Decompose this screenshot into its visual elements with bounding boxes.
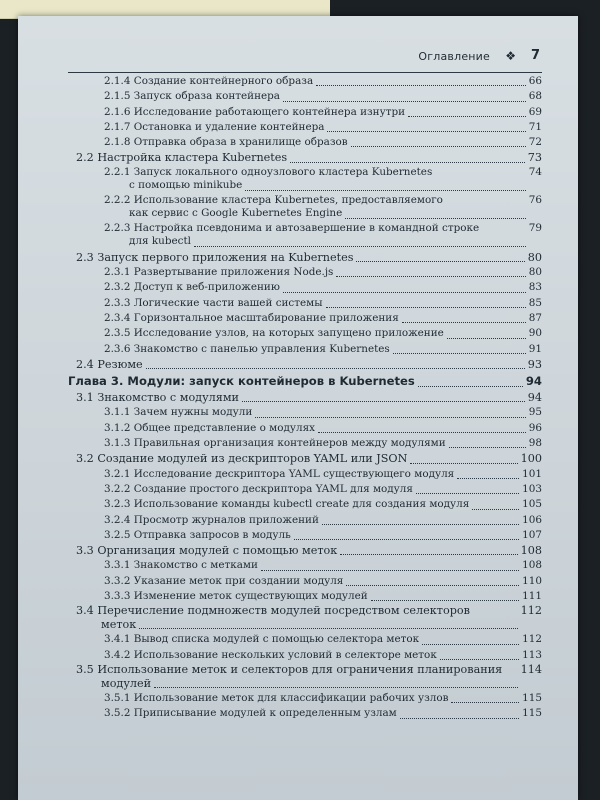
toc-section-entry [18,390,578,405]
toc-dot-leader [154,687,518,688]
toc-entry-title: 3.4.2 Использование нескольких условий в селекторе меток [104,648,437,661]
toc-subsection-entry [18,558,578,573]
toc-dot-leader [451,702,519,703]
toc-section-entry [18,150,578,165]
toc-entry-page: 94 [525,374,542,389]
toc-entry-page: 95 [528,406,542,419]
toc-subsection-entry [18,135,578,150]
toc-entry-page: 100 [520,452,542,466]
toc-subsection-entry [18,513,578,528]
toc-dot-leader [316,85,526,86]
toc-dot-leader [371,600,519,601]
toc-entry-title: 2.3.4 Горизонтальное масштабирование приложения [104,311,399,324]
toc-dot-leader [326,307,526,308]
table-of-contents [18,74,578,722]
toc-dot-leader [449,447,526,448]
toc-dot-leader [440,659,519,660]
toc-dot-leader [322,524,519,525]
toc-dot-leader [294,539,519,540]
toc-entry-page: 73 [527,151,542,165]
toc-entry-title: 2.1.6 Исследование работающего контейнера изнутри [104,105,406,118]
toc-subsection-entry [18,706,578,721]
toc-entry-title: 3.2.2 Создание простого дескриптора YAML для модуля [104,482,413,495]
toc-dot-leader [447,338,526,339]
toc-entry-title: 3.1.3 Правильная организация контейнеров между модулями [104,437,446,450]
toc-entry-page: 90 [528,327,542,340]
toc-entry-page: 103 [522,482,542,495]
toc-entry-page: 111 [522,590,542,603]
toc-subsection-entry [18,528,578,543]
toc-section-entry [18,451,578,466]
toc-entry-page: 112 [522,633,542,646]
toc-entry-page: 98 [528,437,542,450]
toc-section-entry [18,604,578,632]
toc-dot-leader [410,463,517,464]
toc-subsection-entry [18,265,578,280]
toc-entry-title: 3.4 Перечисление подмножеств модулей посредством селекторов меток [76,604,470,631]
toc-subsection-entry [18,166,578,194]
toc-chapter-entry [18,372,578,390]
toc-entry-title: 2.3.2 Доступ к веб-приложению [104,281,280,294]
toc-entry-page: 68 [528,90,542,103]
toc-dot-leader [283,101,526,102]
toc-entry-page: 76 [528,193,542,206]
toc-entry-title: 2.3 Запуск первого приложения на Kubernetes [76,250,354,264]
toc-dot-leader [242,401,525,402]
toc-dot-leader [393,353,526,354]
toc-entry-title: 3.2.4 Просмотр журналов приложений [104,513,319,526]
toc-entry-page: 94 [527,391,542,405]
toc-entry-page: 91 [528,342,542,355]
toc-entry-page: 112 [520,604,542,618]
toc-entry-title: 2.2.1 Запуск локального одноузлового кластера Kubernetes с помощью minikube [104,165,433,192]
toc-entry-page: 107 [522,528,542,541]
toc-subsection-entry [18,280,578,295]
toc-subsection-entry [18,120,578,135]
toc-dot-leader [472,509,519,510]
toc-entry-title: 2.3.1 Развертывание приложения Node.js [104,266,334,279]
toc-entry-title: 3.3.1 Знакомство с метками [104,559,258,572]
toc-entry-title: 3.2.1 Исследование дескриптора YAML существующего модуля [104,467,455,480]
toc-entry-title: 3.3.3 Изменение меток существующих модулей [104,590,368,603]
toc-dot-leader [318,432,526,433]
toc-dot-leader [340,554,517,555]
toc-dot-leader [245,190,525,191]
toc-dot-leader [336,276,525,277]
toc-entry-title: 2.1.8 Отправка образа в хранилище образов [104,136,348,149]
toc-subsection-entry [18,342,578,357]
toc-section-entry [18,543,578,558]
toc-entry-title: 2.3.6 Знакомство с панелью управления Kubernetes [104,342,390,355]
book-page [18,16,578,800]
toc-entry-page: 79 [528,221,542,234]
toc-dot-leader [408,116,526,117]
toc-entry-title: 3.1.1 Зачем нужны модули [104,406,253,419]
toc-entry-title: 3.5.2 Приписывание модулей к определенным узлам [104,707,397,720]
running-head [68,50,542,73]
toc-dot-leader [139,628,517,629]
toc-entry-page: 105 [522,498,542,511]
toc-entry-page: 85 [528,296,542,309]
toc-subsection-entry [18,311,578,326]
running-head-title: Оглавление [418,50,490,63]
toc-dot-leader [402,322,526,323]
toc-dot-leader [261,570,519,571]
toc-entry-title: Глава 3. Модули: запуск контейнеров в Kubernetes [68,374,415,389]
toc-dot-leader [283,292,526,293]
toc-subsection-entry [18,574,578,589]
toc-dot-leader [255,417,525,418]
toc-entry-page: 93 [527,357,542,371]
toc-subsection-entry [18,691,578,706]
toc-subsection-entry [18,436,578,451]
toc-section-entry [18,663,578,691]
toc-entry-page: 66 [528,75,542,87]
toc-subsection-entry [18,222,578,250]
toc-entry-title: 2.2.3 Настройка псевдонима и автозавершение в командной строке для kubectl [104,221,480,248]
toc-subsection-entry [18,467,578,482]
toc-dot-leader [416,493,519,494]
toc-entry-title: 2.2.2 Использование кластера Kubernetes, предоставляемого как сервис с Google Kubernetes Engine [104,193,443,220]
toc-entry-page: 108 [520,544,542,558]
toc-subsection-entry [18,497,578,512]
toc-section-entry [18,250,578,265]
toc-subsection-entry [18,632,578,647]
toc-entry-title: 2.2 Настройка кластера Kubernetes [76,151,288,165]
toc-entry-page: 114 [520,662,542,676]
toc-entry-page: 108 [522,559,542,572]
toc-entry-page: 69 [528,105,542,118]
toc-entry-title: 2.1.7 Остановка и удаление контейнера [104,120,325,133]
toc-entry-page: 106 [522,513,542,526]
toc-entry-title: 2.1.5 Запуск образа контейнера [104,90,281,103]
toc-entry-title: 3.3.2 Указание меток при создании модуля [104,574,344,587]
toc-entry-page: 101 [522,467,542,480]
page-number: 7 [530,48,540,63]
toc-subsection-entry [18,482,578,497]
toc-subsection-entry [18,105,578,120]
toc-entry-title: 3.3 Организация модулей с помощью меток [76,544,338,558]
toc-entry-page: 80 [527,250,542,264]
toc-dot-leader [146,368,525,369]
toc-entry-page: 96 [528,421,542,434]
toc-dot-leader [290,162,525,163]
toc-entry-title: 2.1.4 Создание контейнерного образа [104,75,314,87]
toc-dot-leader [457,478,519,479]
toc-dot-leader [346,585,519,586]
toc-entry-page: 74 [528,165,542,178]
toc-entry-page: 80 [528,266,542,279]
toc-dot-leader [327,131,525,132]
toc-entry-page: 110 [522,574,542,587]
toc-entry-title: 3.2.3 Использование команды kubectl create для создания модуля [104,498,470,511]
toc-subsection-entry [18,326,578,341]
toc-subsection-entry [18,89,578,104]
toc-dot-leader [356,261,524,262]
toc-entry-title: 3.2 Создание модулей из дескрипторов YAML или JSON [76,452,408,466]
toc-subsection-entry [18,421,578,436]
toc-subsection-entry [18,405,578,420]
toc-dot-leader [351,146,526,147]
toc-dot-leader [400,718,519,719]
toc-entry-page: 115 [522,691,542,704]
toc-entry-title: 2.4 Резюме [76,357,143,371]
toc-subsection-entry [18,589,578,604]
toc-entry-title: 2.3.3 Логические части вашей системы [104,296,323,309]
toc-entry-page: 71 [528,120,542,133]
toc-subsection-entry [18,194,578,222]
toc-entry-title: 3.5 Использование меток и селекторов для ограничения планирования модулей [76,662,503,690]
toc-section-entry [18,357,578,372]
toc-subsection-entry [18,74,578,89]
toc-entry-page: 115 [522,707,542,720]
toc-subsection-entry [18,648,578,663]
toc-entry-title: 3.1 Знакомство с модулями [76,391,239,405]
diamond-ornament-icon: ❖ [505,49,516,63]
toc-dot-leader [422,644,519,645]
toc-dot-leader [418,386,523,387]
toc-subsection-entry [18,296,578,311]
toc-entry-title: 3.2.5 Отправка запросов в модуль [104,528,291,541]
toc-entry-page: 72 [528,136,542,149]
toc-entry-page: 113 [522,648,542,661]
toc-entry-title: 3.5.1 Использование меток для классификации рабочих узлов [104,691,449,704]
toc-dot-leader [345,218,526,219]
toc-entry-title: 2.3.5 Исследование узлов, на которых запущено приложение [104,327,444,340]
toc-entry-page: 83 [528,281,542,294]
toc-entry-title: 3.4.1 Вывод списка модулей с помощью селектора меток [104,633,420,646]
toc-entry-title: 3.1.2 Общее представление о модулях [104,421,315,434]
toc-entry-page: 87 [528,311,542,324]
toc-dot-leader [194,246,526,247]
